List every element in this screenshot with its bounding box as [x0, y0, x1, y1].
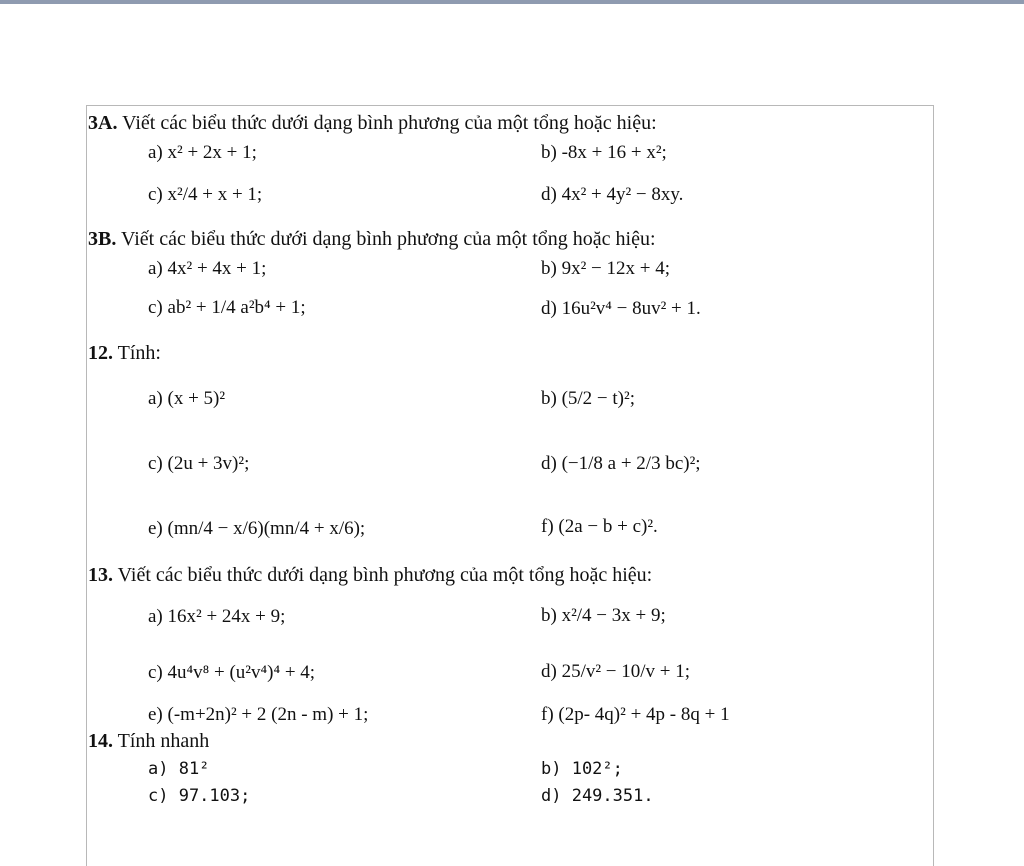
heading-12	[88, 342, 161, 364]
heading-3B	[88, 228, 656, 250]
exercise-3A-c: c) x²/4 + x + 1;	[148, 184, 263, 205]
exercise-13-a: a) 16x² + 24x + 9;	[148, 606, 286, 627]
exercise-13-c: c) 4u⁴v⁸ + (u²v⁴)⁴ + 4;	[148, 662, 316, 683]
exercise-12-f: f) (2a − b + c)².	[541, 516, 658, 537]
exercise-13-e: e) (-m+2n)² + 2 (2n - m) + 1;	[148, 704, 369, 725]
exercise-3B-d: d) 16u²v⁴ − 8uv² + 1.	[541, 298, 701, 319]
exercise-14-d: d) 249.351.	[541, 786, 654, 806]
exercise-14-a: a) 81²	[148, 759, 210, 779]
exercise-12-e: e) (mn/4 − x/6)(mn/4 + x/6);	[148, 518, 366, 539]
exercise-12-d: d) (−1/8 a + 2/3 bc)²;	[541, 453, 701, 474]
exercise-13-f: f) (2p- 4q)² + 4p - 8q + 1	[541, 704, 730, 725]
exercise-12-c: c) (2u + 3v)²;	[148, 453, 250, 474]
exercise-14-b: b) 102²;	[541, 759, 623, 779]
heading-3A	[88, 112, 657, 134]
heading-3A-title: Viết các biểu thức dưới dạng bình phương của một tổng hoặc hiệu:	[117, 112, 657, 134]
heading-13-number: 13.	[88, 564, 113, 586]
heading-3B-number: 3B.	[88, 228, 117, 250]
exercise-12-a: a) (x + 5)²	[148, 388, 226, 409]
exercise-3B-c: c) ab² + 1/4 a²b⁴ + 1;	[148, 297, 306, 318]
exercise-12-b: b) (5/2 − t)²;	[541, 388, 635, 409]
heading-14	[88, 730, 209, 752]
heading-12-number: 12.	[88, 342, 113, 364]
heading-13-title: Viết các biểu thức dưới dạng bình phương của một tổng hoặc hiệu:	[113, 564, 653, 586]
heading-13	[88, 564, 652, 586]
exercise-3A-d: d) 4x² + 4y² − 8xy.	[541, 184, 684, 205]
exercise-3A-b: b) -8x + 16 + x²;	[541, 142, 667, 163]
exercise-3A-a: a) x² + 2x + 1;	[148, 142, 257, 163]
exercise-3B-a: a) 4x² + 4x + 1;	[148, 258, 267, 279]
exercise-13-b: b) x²/4 − 3x + 9;	[541, 605, 666, 626]
heading-14-title: Tính nhanh	[113, 730, 210, 752]
window-top-border	[0, 0, 1024, 4]
document-page	[86, 105, 934, 866]
heading-3A-number: 3A.	[88, 112, 118, 134]
exercise-3B-b: b) 9x² − 12x + 4;	[541, 258, 670, 279]
exercise-13-d: d) 25/v² − 10/v + 1;	[541, 661, 691, 682]
heading-3B-title: Viết các biểu thức dưới dạng bình phương của một tổng hoặc hiệu:	[116, 228, 656, 250]
heading-12-title: Tính:	[113, 342, 161, 364]
exercise-14-c: c) 97.103;	[148, 786, 251, 806]
heading-14-number: 14.	[88, 730, 113, 752]
